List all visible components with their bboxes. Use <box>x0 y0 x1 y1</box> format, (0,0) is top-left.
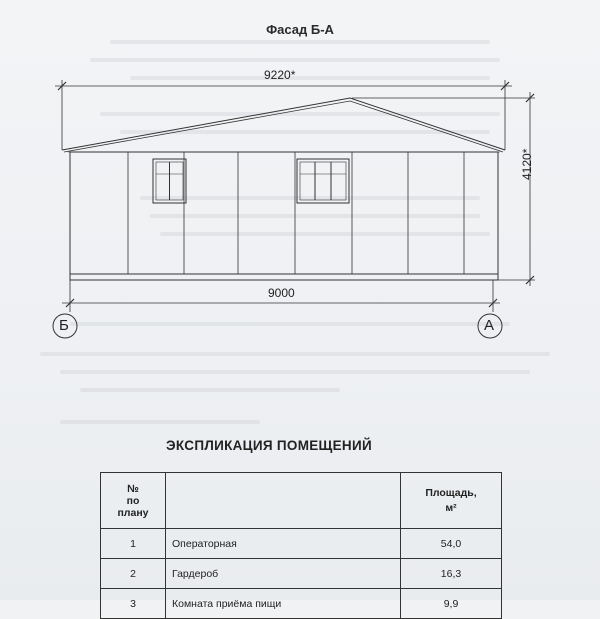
table-header-row <box>101 473 502 529</box>
roof-outline <box>62 98 505 150</box>
explication-title: ЭКСПЛИКАЦИЯ ПОМЕЩЕНИЙ <box>166 438 372 453</box>
building-base <box>70 274 498 280</box>
axis-label-left: Б <box>59 317 69 334</box>
header-area-line2: м² <box>445 501 457 514</box>
header-area-line1: Площадь, <box>425 486 477 499</box>
dimension-label-height: 4120* <box>520 148 534 180</box>
explication-table <box>100 472 502 619</box>
room-name: Операторная <box>166 529 401 559</box>
table-row <box>101 589 502 619</box>
panel-joints <box>128 152 464 274</box>
room-area: 16,3 <box>401 559 502 589</box>
header-number-line2: по <box>126 494 140 507</box>
room-name: Гардероб <box>166 559 401 589</box>
dimension-label-width-overall: 9220* <box>264 68 296 82</box>
table-row <box>101 559 502 589</box>
room-number: 3 <box>101 589 166 619</box>
header-number <box>101 473 166 529</box>
facade-title: Фасад Б-А <box>266 22 334 37</box>
roof-fascia <box>64 101 503 152</box>
table-row <box>101 529 502 559</box>
axis-label-right: А <box>484 317 495 334</box>
header-area <box>401 473 502 529</box>
dimension-top <box>55 80 512 150</box>
room-name: Комната приёма пищи <box>166 589 401 619</box>
building-wall <box>70 152 498 274</box>
room-area: 9,9 <box>401 589 502 619</box>
header-number-line3: плану <box>117 506 149 519</box>
header-name <box>166 473 401 529</box>
room-number: 1 <box>101 529 166 559</box>
header-number-line1: № <box>127 482 139 495</box>
dimension-right <box>352 92 535 286</box>
window-left <box>153 159 186 203</box>
window-right <box>297 159 349 203</box>
room-number: 2 <box>101 559 166 589</box>
dimension-label-width-axes: 9000 <box>268 286 295 300</box>
room-area: 54,0 <box>401 529 502 559</box>
